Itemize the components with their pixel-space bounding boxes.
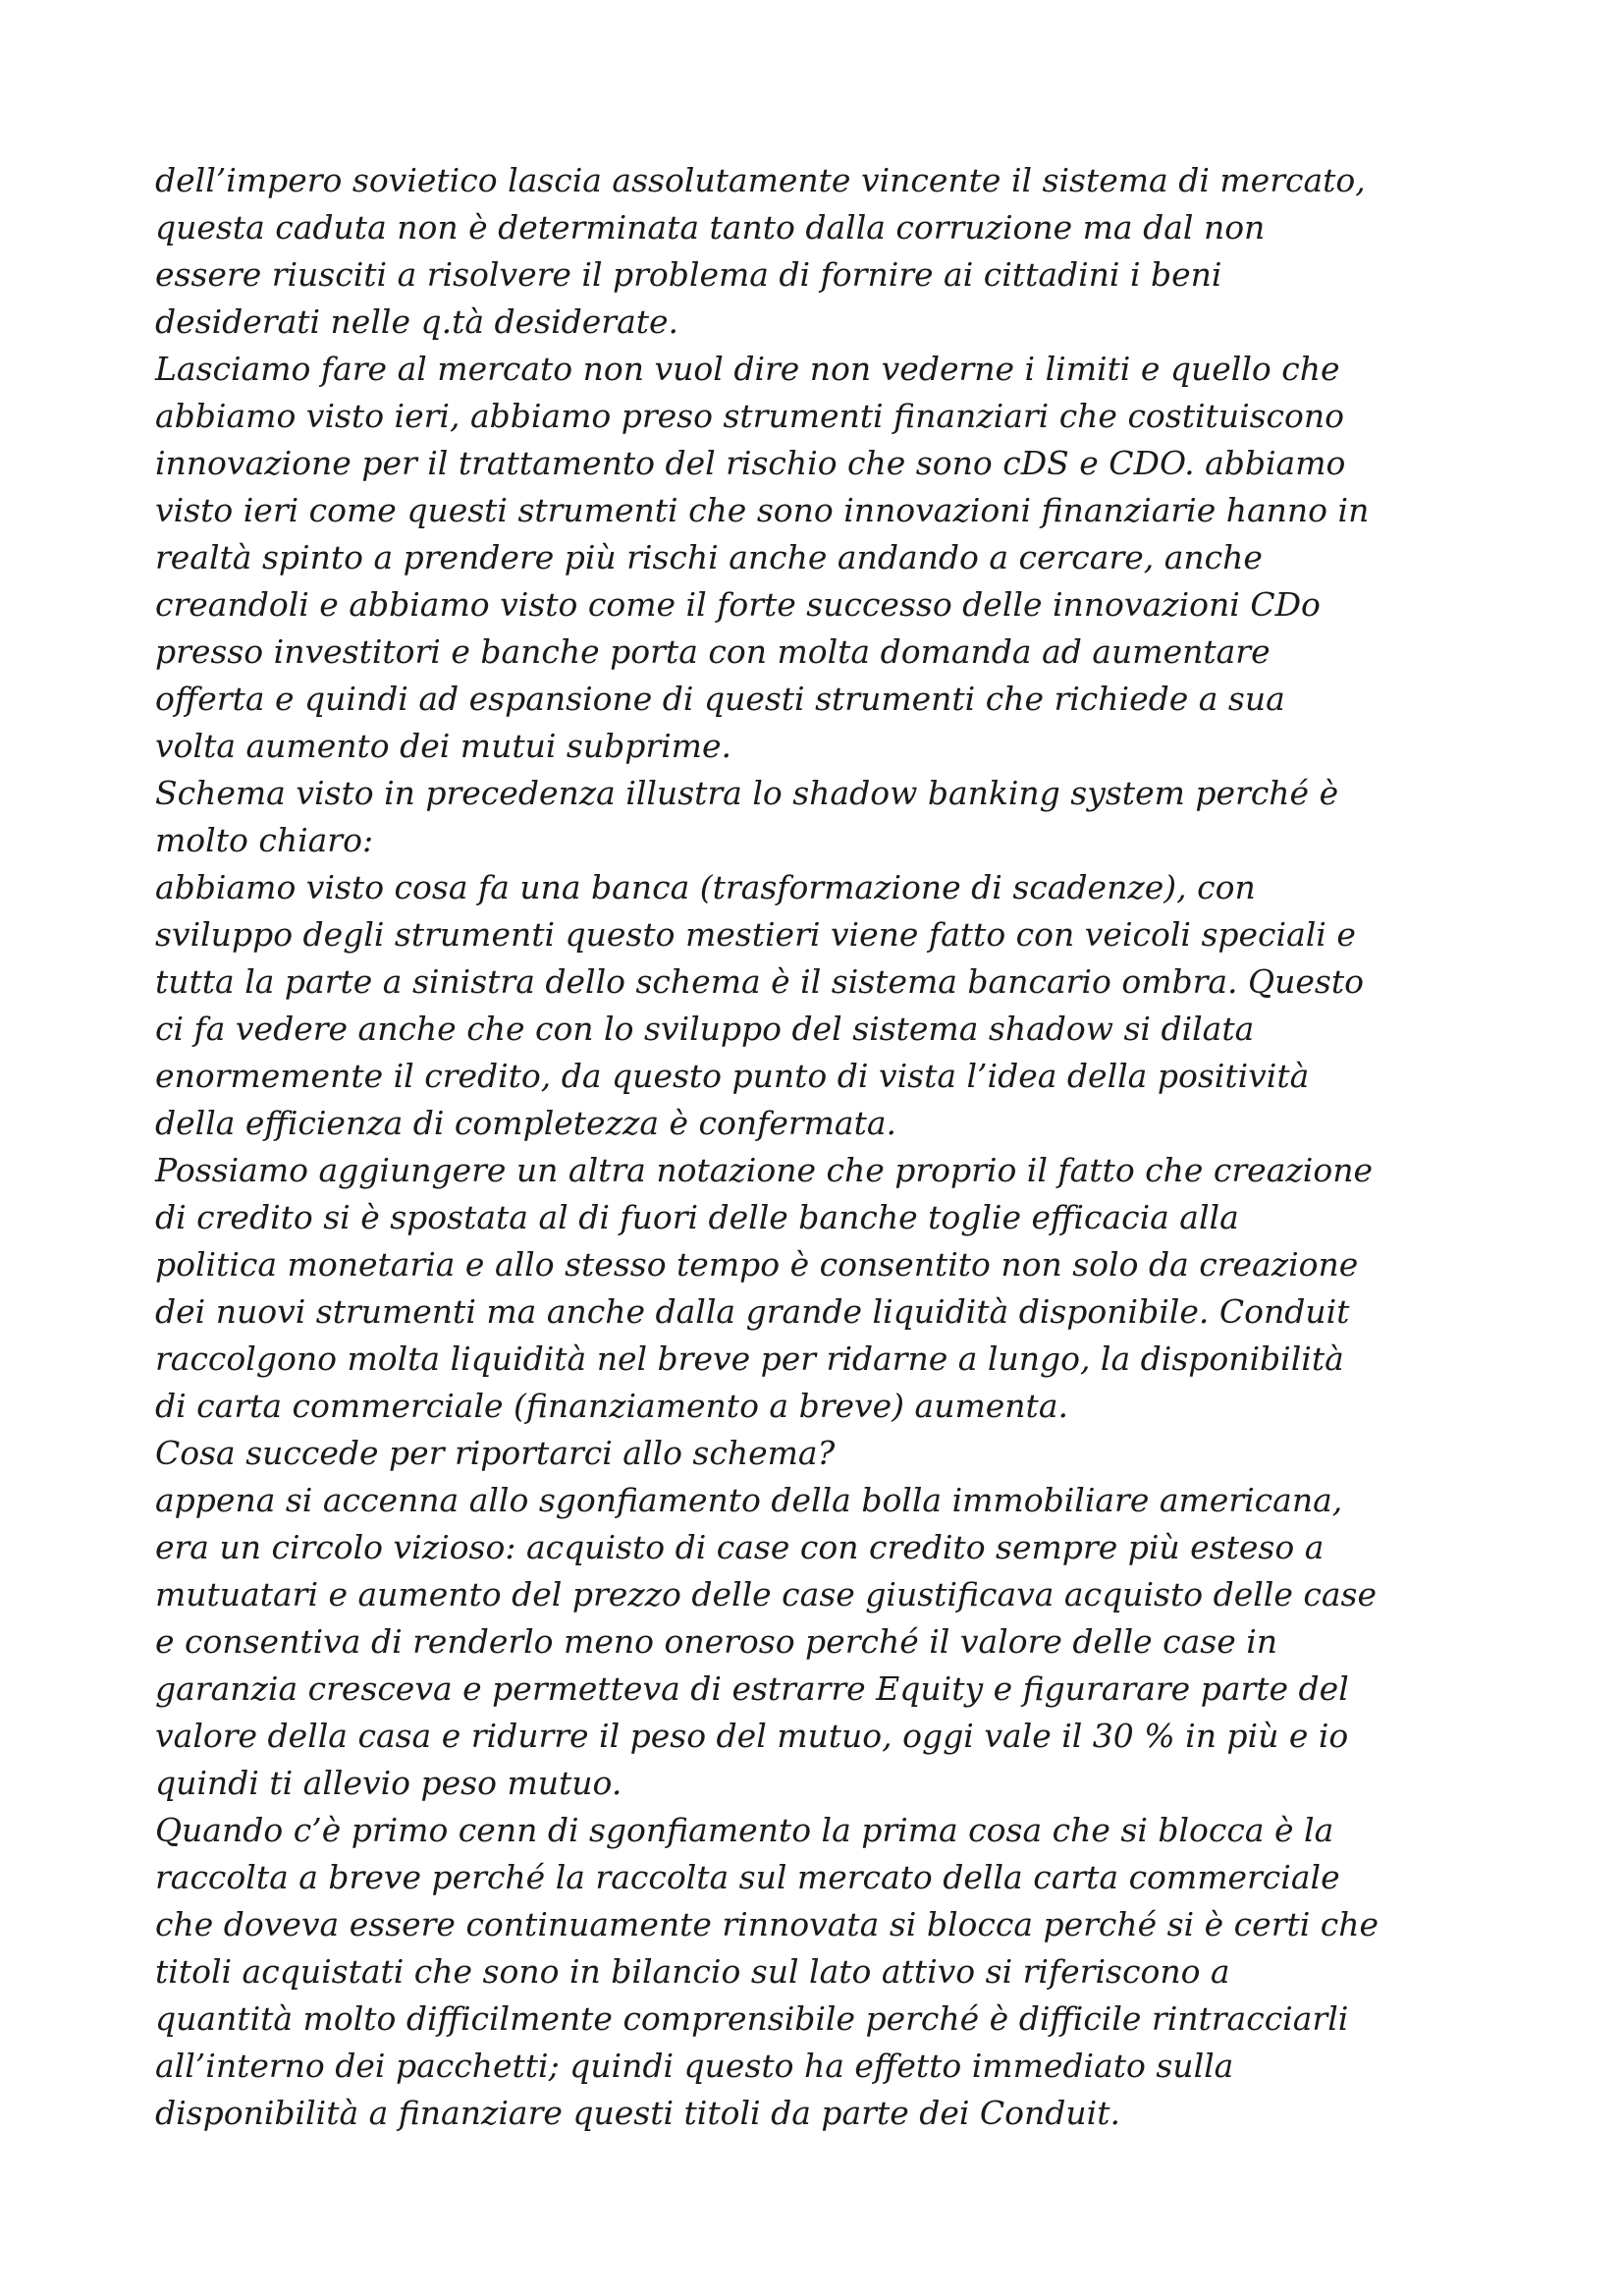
text-line: che doveva essere continuamente rinnovata si blocca perché si è certi che [155,1905,1380,1943]
text-line: enormemente il credito, da questo punto di vista l’idea della positività [155,1057,1310,1095]
text-line: di credito si è spostata al di fuori delle banche toglie efficacia alla [155,1198,1239,1236]
text-line: era un circolo vizioso: acquisto di case con credito sempre più esteso a [155,1528,1325,1566]
text-line: all’interno dei pacchetti; quindi questo ha effetto immediato sulla [155,2047,1234,2085]
text-line: quantità molto difficilmente comprensibile perché è difficile rintracciarli [155,1999,1349,2038]
text-line: raccolta a breve perché la raccolta sul mercato della carta commerciale [155,1858,1340,1896]
text-line: mutuatari e aumento del prezzo delle case giustificava acquisto delle case [155,1575,1377,1613]
text-line: volta aumento dei mutui subprime. [155,727,731,765]
text-line: dell’impero sovietico lascia assolutamente vincente il sistema di mercato, [155,161,1366,199]
text-line: raccolgono molta liquidità nel breve per ridarne a lungo, la disponibilità [155,1339,1344,1378]
text-line: Possiamo aggiungere un altra notazione che proprio il fatto che creazione [155,1151,1373,1189]
text-line: questa caduta non è determinata tanto dalla corruzione ma dal non [155,208,1266,246]
text-line: ci fa vedere anche che con lo sviluppo del sistema shadow si dilata [155,1010,1255,1048]
text-line: garanzia cresceva e permetteva di estrarre Equity e figurarare parte del [155,1669,1349,1708]
text-line: visto ieri come questi strumenti che sono innovazioni finanziarie hanno in [155,491,1370,529]
handwritten-notes-text [155,157,1530,2137]
text-line: realtà spinto a prendere più rischi anche andando a cercare, anche [155,538,1263,576]
text-line: abbiamo visto cosa fa una banca (trasformazione di scadenze), con [155,868,1256,906]
text-line: abbiamo visto ieri, abbiamo preso strumenti finanziari che costituiscono [155,397,1345,435]
text-line: appena si accenna allo sgonfiamento della bolla immobiliare americana, [155,1481,1343,1519]
text-line: Lasciamo fare al mercato non vuol dire non vederne i limiti e quello che [155,350,1340,388]
text-line: offerta e quindi ad espansione di questi strumenti che richiede a sua [155,680,1285,718]
text-line: molto chiaro: [155,821,374,859]
text-line: essere riusciti a risolvere il problema di fornire ai cittadini i beni [155,255,1222,294]
text-line: presso investitori e banche porta con molta domanda ad aumentare [155,632,1271,671]
text-line: quindi ti allevio peso mutuo. [155,1764,622,1802]
text-line: e consentiva di renderlo meno oneroso perché il valore delle case in [155,1622,1278,1661]
text-line: di carta commerciale (finanziamento a breve) aumenta. [155,1387,1068,1425]
text-line: tutta la parte a sinistra dello schema è il sistema bancario ombra. Questo [155,962,1364,1001]
text-line: politica monetaria e allo stesso tempo è consentito non solo da creazione [155,1245,1359,1284]
text-line: desiderati nelle q.tà desiderate. [155,302,679,341]
text-line: disponibilità a finanziare questi titoli da parte dei Conduit. [155,2094,1120,2132]
text-line: sviluppo degli strumenti questo mestieri viene fatto con veicoli speciali e [155,915,1356,954]
text-line: titoli acquistati che sono in bilancio sul lato attivo si riferiscono a [155,1952,1230,1991]
text-line: innovazione per il trattamento del rischio che sono cDS e CDO. abbiamo [155,444,1346,482]
text-line: valore della casa e ridurre il peso del mutuo, oggi vale il 30 % in più e io [155,1717,1349,1755]
text-line: Quando c’è primo cenn di sgonfiamento la prima cosa che si blocca è la [155,1811,1334,1849]
text-line: Schema visto in precedenza illustra lo shadow banking system perché è [155,774,1339,812]
text-line: dei nuovi strumenti ma anche dalla grande liquidità disponibile. Conduit [155,1292,1350,1331]
text-line: creandoli e abbiamo visto come il forte successo delle innovazioni CDo [155,585,1321,624]
text-line: della efficienza di completezza è confermata. [155,1104,897,1142]
text-line: Cosa succede per riportarci allo schema? [155,1434,836,1472]
